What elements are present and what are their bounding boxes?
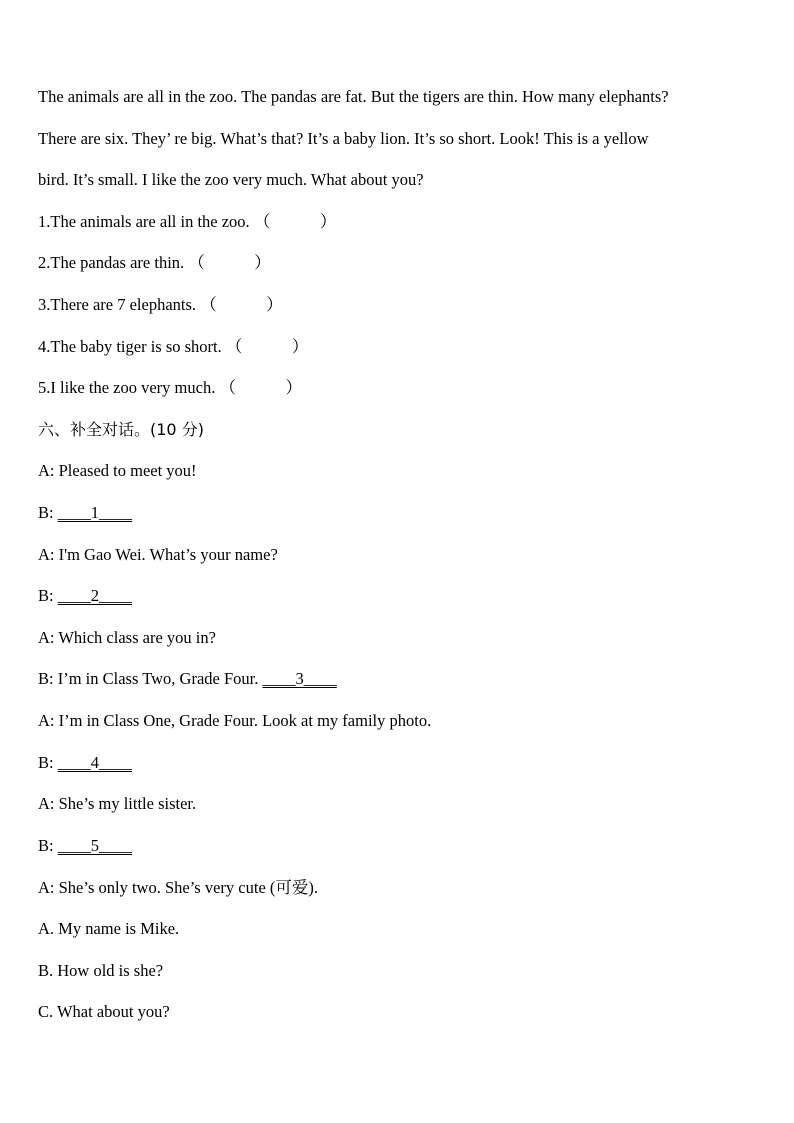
answer-parentheses[interactable]: （ ） — [188, 253, 271, 272]
judgement-item-1 — [38, 212, 336, 232]
passage-line-2: There are six. They’ re big. What’s that? It’s a baby lion. It’s so short. Look! This is a yellow — [38, 129, 649, 148]
dialogue-text: I’m in Class One, Grade Four. Look at my family photo. — [58, 711, 432, 730]
judgement-item-3 — [38, 295, 283, 315]
dialogue-line-3 — [38, 545, 278, 565]
speaker-label: A: — [38, 545, 55, 564]
dialogue-line-2 — [38, 503, 132, 523]
dialogue-line-11 — [38, 878, 318, 898]
dialogue-text: She’s only two. She’s very cute (可爱). — [58, 878, 319, 897]
dialogue-text: Pleased to meet you! — [58, 461, 197, 480]
option-b: B. How old is she? — [38, 961, 164, 980]
speaker-label: B: — [38, 586, 54, 605]
speaker-label: A: — [38, 794, 55, 813]
judgement-item-text: 5.I like the zoo very much. — [38, 378, 216, 397]
dialogue-text: I'm Gao Wei. What’s your name? — [58, 545, 278, 564]
answer-blank-3[interactable]: ____3____ — [262, 669, 337, 688]
answer-blank-2[interactable]: ____2____ — [57, 586, 132, 605]
dialogue-text: I’m in Class Two, Grade Four. — [57, 669, 259, 688]
dialogue-line-6 — [38, 669, 337, 689]
judgement-item-text: 1.The animals are all in the zoo. — [38, 212, 250, 231]
judgement-item-4 — [38, 337, 308, 357]
speaker-label: B: — [38, 753, 54, 772]
judgement-item-text: 4.The baby tiger is so short. — [38, 337, 222, 356]
speaker-label: A: — [38, 711, 55, 730]
dialogue-line-9 — [38, 794, 196, 814]
speaker-label: B: — [38, 669, 54, 688]
answer-parentheses[interactable]: （ ） — [200, 295, 283, 314]
dialogue-line-4 — [38, 586, 132, 606]
judgement-item-text: 3.There are 7 elephants. — [38, 295, 197, 314]
answer-parentheses[interactable]: （ ） — [219, 378, 302, 397]
passage-line-1: The animals are all in the zoo. The pandas are fat. But the tigers are thin. How many elephants? — [38, 87, 669, 106]
speaker-label: B: — [38, 503, 54, 522]
answer-parentheses[interactable]: （ ） — [253, 212, 337, 231]
dialogue-line-7 — [38, 711, 431, 731]
option-c: C. What about you? — [38, 1002, 170, 1021]
dialogue-line-10 — [38, 836, 132, 856]
option-a: A. My name is Mike. — [38, 919, 180, 938]
speaker-label: A: — [38, 628, 55, 647]
dialogue-line-1 — [38, 461, 197, 481]
speaker-label: A: — [38, 878, 55, 897]
answer-blank-5[interactable]: ____5____ — [57, 836, 132, 855]
dialogue-text: She’s my little sister. — [58, 794, 197, 813]
answer-blank-4[interactable]: ____4____ — [57, 753, 132, 772]
speaker-label: A: — [38, 461, 55, 480]
speaker-label: B: — [38, 836, 54, 855]
answer-parentheses[interactable]: （ ） — [225, 337, 309, 356]
passage-line-3: bird. It’s small. I like the zoo very much. What about you? — [38, 170, 424, 189]
dialogue-line-5 — [38, 628, 216, 648]
answer-blank-1[interactable]: ____1____ — [57, 503, 132, 522]
judgement-item-2 — [38, 253, 271, 273]
dialogue-text: Which class are you in? — [58, 628, 216, 647]
section-6-title: 六、补全对话。(10 分) — [38, 420, 204, 439]
judgement-item-text: 2.The pandas are thin. — [38, 253, 185, 272]
judgement-item-5 — [38, 378, 302, 398]
dialogue-line-8 — [38, 753, 132, 773]
